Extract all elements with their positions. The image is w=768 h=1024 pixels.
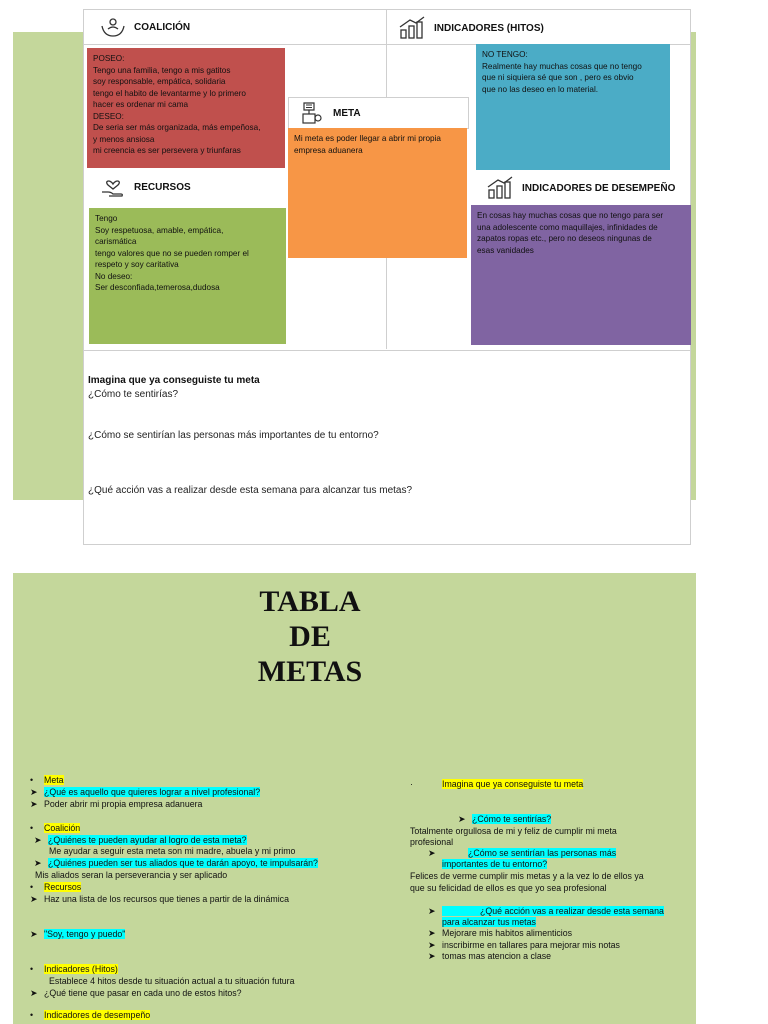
meta-question: ¿Qué es aquello que quieres lograr a nivel profesional? (44, 787, 261, 797)
title-line: DE (289, 620, 331, 653)
coalicion-question-2: ¿Quiénes pueden ser tus aliados que te darán apoyo, te impulsarán? (48, 858, 318, 868)
meta-text: Mi meta es poder llegar a abrir mi propia empresa aduanera (294, 134, 441, 155)
right-answer-1-cont: profesional (410, 837, 454, 847)
recursos-title: RECURSOS (134, 181, 191, 193)
coalicion-answer-1: Me ayudar a seguir esta meta son mi madre, abuela y mi primo (49, 846, 296, 856)
meta-title: META (333, 107, 361, 119)
purple-box-line: zapatos ropas etc., pero no deseos ningunas de (477, 234, 652, 243)
coalicion-question-1: ¿Quiénes te pueden ayudar al logro de esta meta? (48, 835, 247, 845)
indicadores-question: ¿Qué tiene que pasar en cada uno de estos hitos? (44, 988, 242, 998)
red-box-line: De seria ser más organizada, más empeñosa, (93, 123, 261, 132)
imagina-title: Imagina que ya conseguiste tu meta (88, 375, 260, 386)
green-box-line: Tengo (95, 214, 118, 223)
list-item: ➤ Poder abrir mi propia empresa adanuera (30, 799, 203, 809)
heart-hand-icon (100, 175, 126, 199)
green-box-line: respeto y soy caritativa (95, 260, 179, 269)
list-item (410, 883, 607, 894)
red-box-line: DESEO: (93, 111, 124, 121)
indicadores-hitos-title: INDICADORES (HITOS) (434, 22, 544, 34)
grid-line-bottom (83, 350, 691, 351)
green-box-line: No deseo: (95, 271, 133, 281)
red-box-line: y menos ansiosa (93, 134, 155, 144)
question-sentirias: ¿Cómo te sentirías? (88, 389, 179, 400)
desempeno-box (471, 205, 691, 345)
no-tengo-box (476, 44, 670, 170)
right-answer-2: Felices de verme cumplir mis metas y a la vez lo de ellos ya (410, 871, 644, 881)
poseo-deseo-box (87, 48, 285, 168)
list-item (442, 859, 547, 870)
growth-chart-icon (398, 16, 426, 40)
coalicion-header (100, 16, 190, 38)
meta-answer: Poder abrir mi propia empresa adanuera (44, 799, 203, 809)
list-item (49, 846, 295, 857)
soy-tengo-puedo: "Soy, tengo y puedo" (44, 929, 126, 939)
recursos-header (100, 175, 191, 199)
list-item: • Indicadores de desempeño (30, 1010, 151, 1020)
meta-label: Meta (44, 775, 64, 785)
tabla-metas-title (200, 584, 420, 689)
action-item: inscribirme en tallares para mejorar mis notas (442, 940, 620, 950)
indicadores-instruction: Establece 4 hitos desde tu situación actual a tu situación futura (49, 976, 295, 986)
purple-box-line: En cosas hay muchas cosas que no tengo para ser (477, 211, 664, 220)
performance-chart-icon (486, 176, 514, 200)
coalition-hands-icon (100, 16, 126, 38)
green-box-line: Soy respetuosa, amable, empática, (95, 225, 224, 235)
list-item: ➤ ¿Quiénes te pueden ayudar al logro de esta meta? (34, 835, 247, 845)
list-item (410, 871, 644, 882)
red-box-line: mi creencia es ser persevera y triunfaras (93, 146, 241, 155)
list-item: ➤ Haz una lista de los recursos que tienes a partir de la dinámica (30, 894, 289, 904)
right-question-3-cont: para alcanzar tus metas (442, 917, 536, 927)
action-item: tomas mas atencion a clase (442, 951, 552, 961)
indicadores-desempeno-header (486, 176, 675, 200)
indicadores-label: Indicadores (Hitos) (44, 964, 118, 974)
list-item (442, 917, 536, 928)
list-item: ➤ ¿Qué acción vas a realizar desde esta semana (428, 906, 664, 916)
red-box-line: hacer es ordenar mi cama (93, 100, 189, 109)
coalicion-answer-2: Mis aliados seran la perseverancia y ser aplicado (35, 870, 228, 880)
imagina-label: Imagina que ya conseguiste tu meta (442, 779, 584, 789)
right-answer-1: Totalmente orgullosa de mi y feliz de cumplir mi meta (410, 826, 617, 836)
green-box-line: Ser desconfiada,temerosa,dudosa (95, 283, 220, 292)
list-item: • Coalición (30, 823, 81, 833)
list-item (410, 826, 617, 837)
list-item: • Indicadores (Hitos) (30, 964, 118, 974)
list-item: • Recursos (30, 882, 82, 892)
list-item: ➤ ¿Quiénes pueden ser tus aliados que te darán apoyo, te impulsarán? (34, 858, 318, 868)
right-question-3: ¿Qué acción vas a realizar desde esta semana (442, 906, 664, 916)
title-line: METAS (257, 655, 363, 688)
blue-box-line: que no las deseo en lo material. (482, 84, 599, 94)
red-box-line: tengo el habito de levantarme y lo primero (93, 88, 246, 98)
coalicion-title: COALICIÓN (134, 21, 191, 33)
right-question-2-cont: importantes de tu entorno? (442, 859, 548, 869)
indicadores-desempeno-title: INDICADORES DE DESEMPEÑO (522, 182, 676, 194)
list-item: ➤ inscribirme en tallares para mejorar mis notas (428, 940, 620, 950)
red-box-line: Tengo una familia, tengo a mis gatitos (93, 65, 231, 75)
action-item: Mejorare mis habitos alimenticios (442, 928, 573, 938)
blue-box-line: que ni siquiera sé que son , pero es obvio (482, 73, 634, 82)
coalicion-label: Coalición (44, 823, 81, 833)
list-item (35, 870, 227, 881)
list-item: ➤ ¿Qué es aquello que quieres lograr a nivel profesional? (30, 787, 261, 797)
recursos-label: Recursos (44, 882, 82, 892)
green-box-line: tengo valores que no se pueden romper el (95, 248, 249, 258)
green-box-line: carismática (95, 237, 137, 246)
recursos-instruction: Haz una lista de los recursos que tienes a partir de la dinámica (44, 894, 289, 904)
list-item: ➤ ¿Cómo te sentirías? (458, 814, 552, 824)
purple-box-line: una adolescente como maquillajes, infinidades de (477, 222, 658, 232)
red-box-line: POSEO: (93, 54, 125, 63)
list-item (410, 837, 453, 848)
list-item: • Meta (30, 775, 64, 785)
list-item: ➤ tomas mas atencion a clase (428, 951, 552, 961)
title-line: TABLA (259, 585, 361, 618)
list-item: ➤ "Soy, tengo y puedo" (30, 929, 126, 939)
red-box-line: soy responsable, empática, solidaria (93, 77, 226, 86)
meta-header (288, 97, 469, 129)
list-item: · Imagina que ya conseguiste tu meta (410, 779, 584, 789)
desempeno-label: Indicadores de desempeño (44, 1010, 151, 1020)
list-item (49, 976, 295, 987)
meta-box (288, 128, 467, 258)
question-accion: ¿Qué acción vas a realizar desde esta semana para alcanzar tus metas? (88, 485, 413, 496)
blue-box-line: Realmente hay muchas cosas que no tengo (482, 61, 642, 71)
list-item: ➤ ¿Cómo se sentirían las personas más (428, 848, 617, 858)
recursos-box (89, 208, 286, 344)
target-document-icon (301, 101, 323, 125)
question-personas: ¿Cómo se sentirían las personas más importantes de tu entorno? (88, 430, 379, 441)
indicadores-hitos-header (398, 16, 544, 40)
list-item: ➤ ¿Qué tiene que pasar en cada uno de estos hitos? (30, 988, 242, 998)
purple-box-line: esas vanidades (477, 245, 534, 255)
blue-box-line: NO TENGO: (482, 50, 528, 59)
right-question-2: ¿Cómo se sentirían las personas más (468, 848, 617, 858)
list-item: ➤ Mejorare mis habitos alimenticios (428, 928, 573, 938)
right-question-1: ¿Cómo te sentirías? (472, 814, 552, 824)
right-answer-2-cont: que su felicidad de ellos es que yo sea profesional (410, 883, 607, 893)
